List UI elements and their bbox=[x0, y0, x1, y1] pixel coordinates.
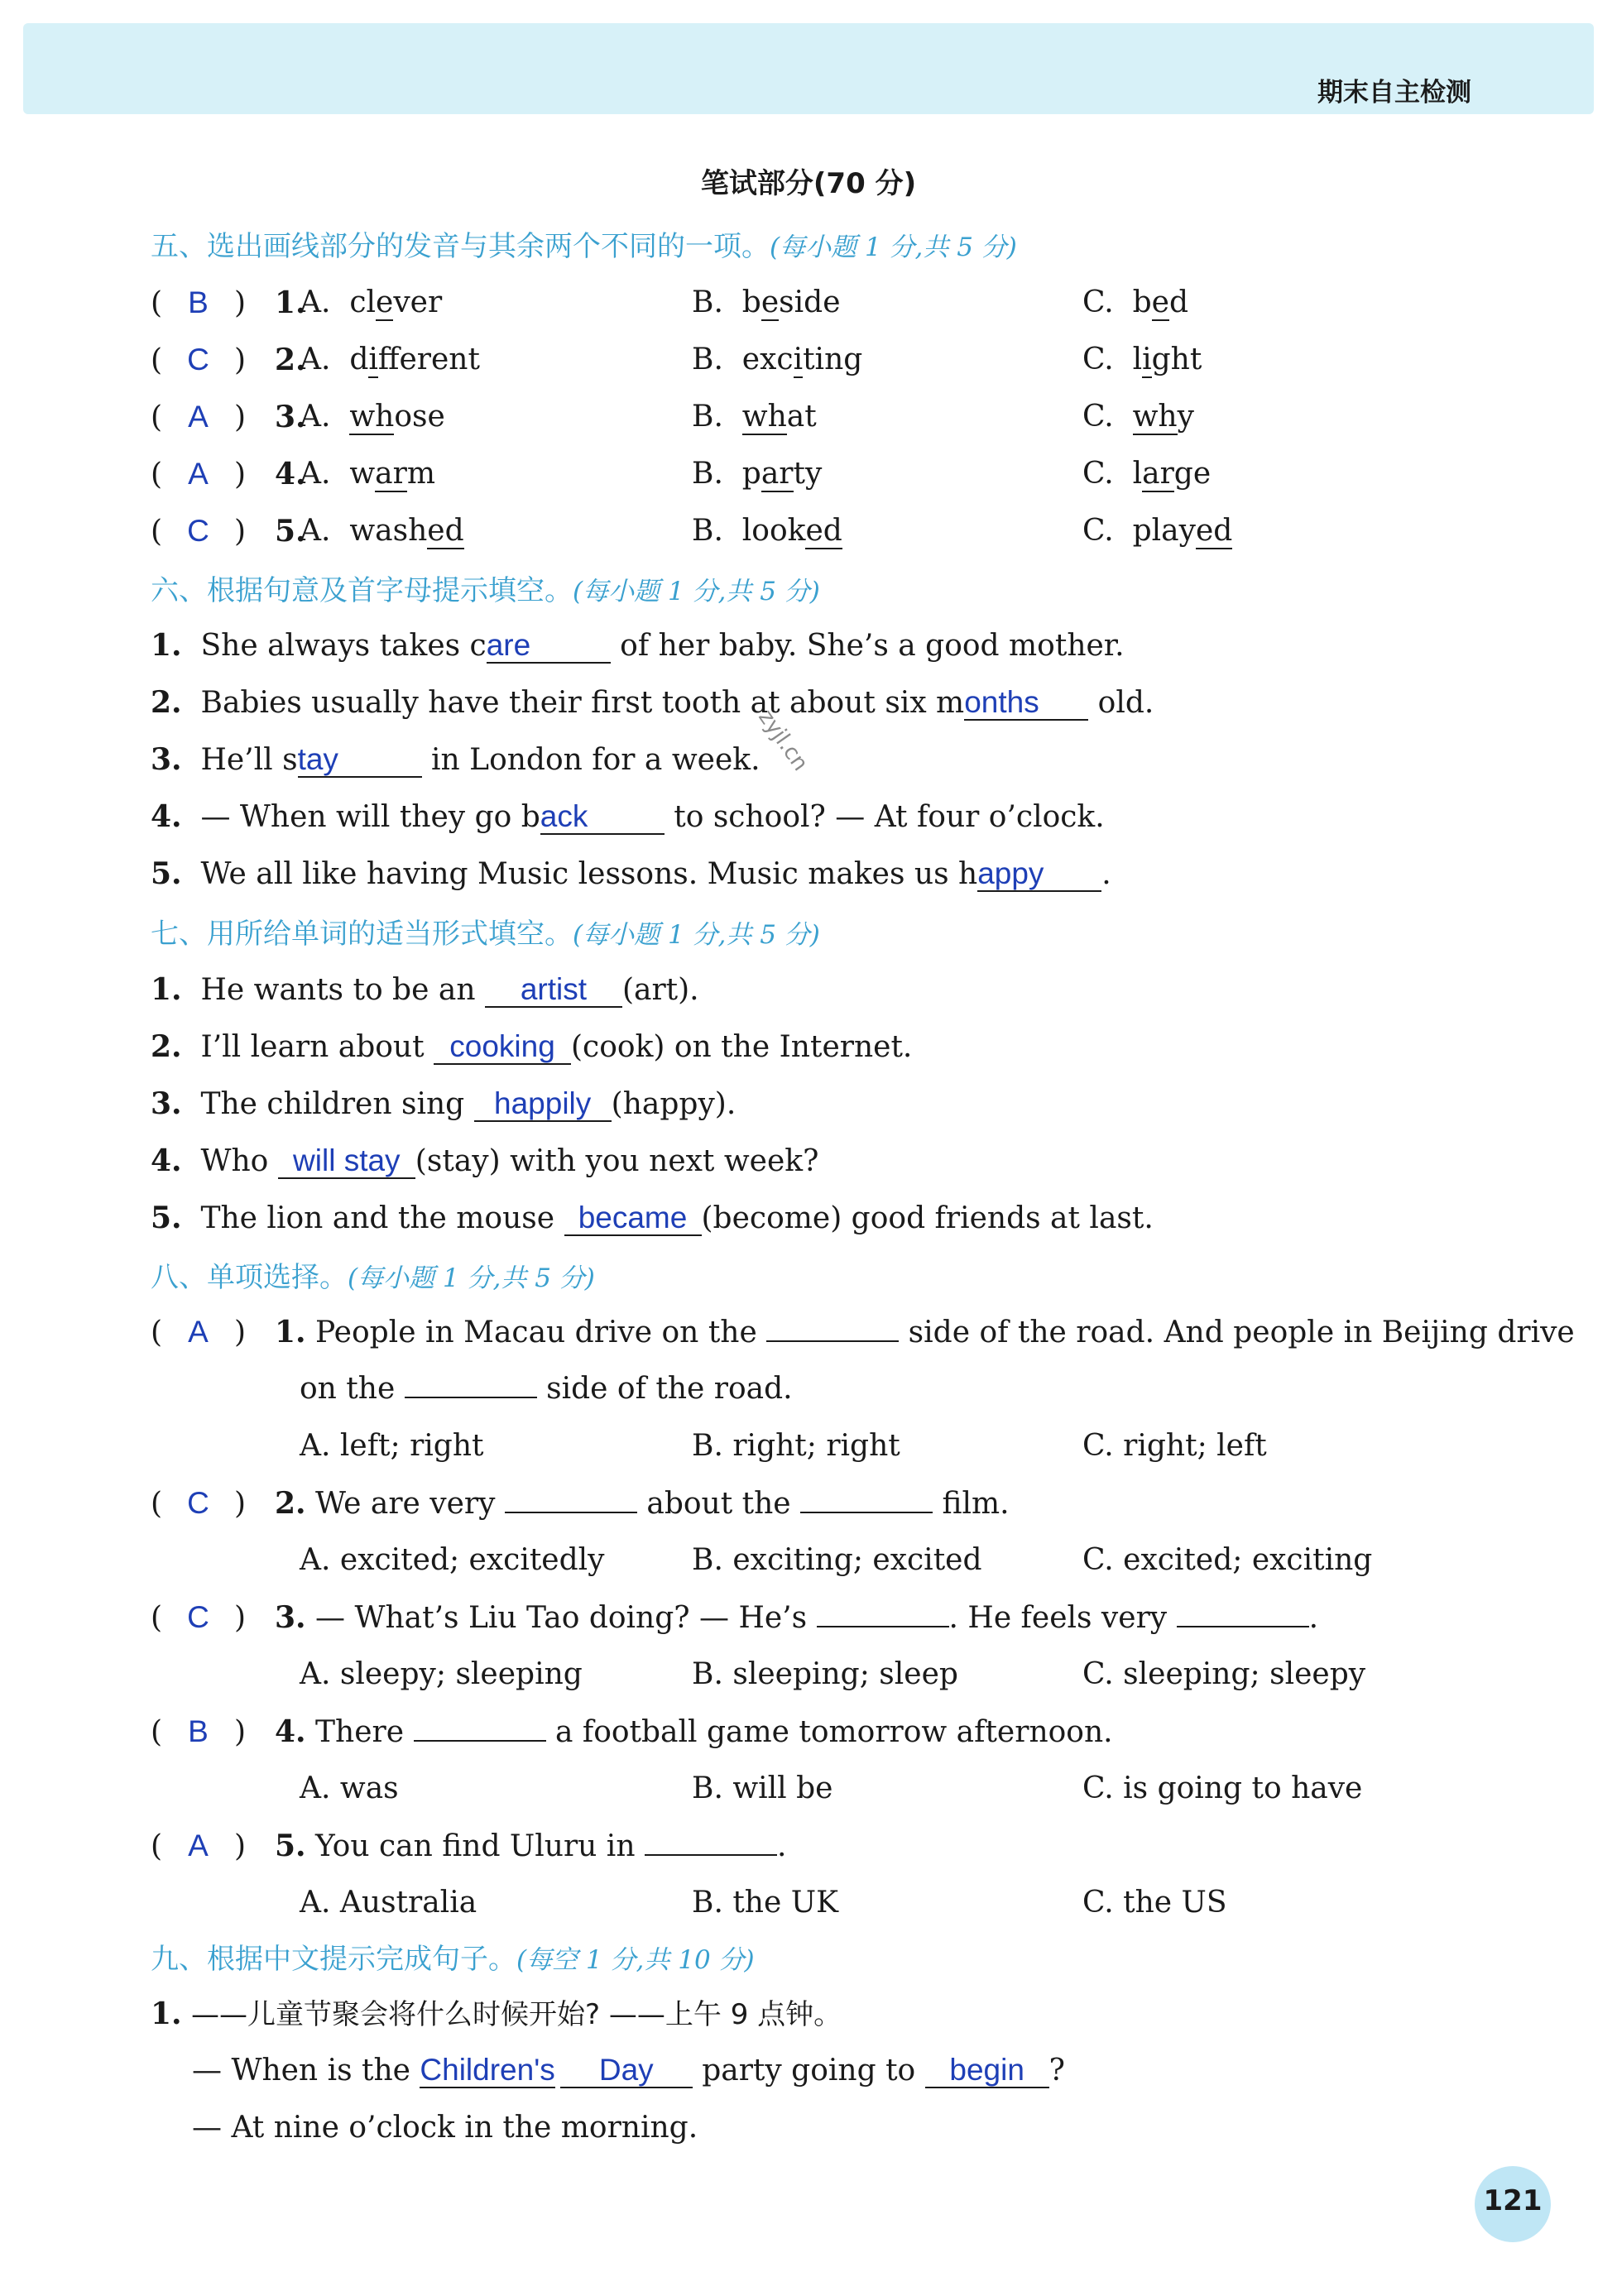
sentence-text: in London for a week. bbox=[421, 743, 761, 777]
question-text: . bbox=[1308, 1601, 1319, 1635]
option-a: A. whose bbox=[300, 400, 445, 434]
option-b: B. looked bbox=[692, 514, 842, 548]
question-number: 2. bbox=[275, 1486, 306, 1521]
s6-question-2 bbox=[151, 683, 1154, 722]
option-c: C. bed bbox=[1082, 285, 1188, 319]
question-number: 1. bbox=[151, 972, 182, 1007]
answer: B bbox=[188, 1714, 209, 1748]
watermark: zyjl.cn bbox=[753, 705, 813, 776]
question-number: 5. bbox=[151, 1201, 182, 1235]
s7-question-2 bbox=[151, 1027, 912, 1067]
answer-blank: artist bbox=[485, 973, 622, 1008]
s5-question-1: ( B ) 1. A. clever B. beside C. bed bbox=[0, 283, 1617, 323]
option-a: A. left; right bbox=[300, 1429, 484, 1463]
question-text: side of the road. bbox=[536, 1372, 793, 1406]
s5-question-4: ( A ) 4. A. warm B. party C. large bbox=[0, 454, 1617, 494]
sentence-text: . bbox=[1101, 857, 1111, 891]
question-text: side of the road. And people in Beijing drive bbox=[899, 1316, 1575, 1349]
answer-blank: appy bbox=[977, 857, 1101, 892]
question-number: 1. bbox=[275, 1315, 306, 1349]
option-c: C. right; left bbox=[1082, 1429, 1267, 1463]
option-a: A. warm bbox=[300, 457, 435, 491]
question-text: about the bbox=[636, 1487, 801, 1521]
s8-q4-options bbox=[0, 1769, 1617, 1809]
option-b: B. the UK bbox=[692, 1886, 838, 1920]
question-number: 3. bbox=[151, 1086, 182, 1121]
blank bbox=[800, 1487, 933, 1513]
option-b: B. right; right bbox=[692, 1429, 900, 1463]
sentence-text: to school? — At four o’clock. bbox=[664, 800, 1105, 834]
answer-blank: happily bbox=[474, 1087, 612, 1122]
option-c: C. light bbox=[1082, 343, 1202, 376]
s7-question-5 bbox=[151, 1198, 1154, 1238]
s8-question-5: ( A ) 5. You can find Uluru in . bbox=[151, 1826, 786, 1866]
chinese-prompt: ——儿童节聚会将什么时候开始? ——上午 9 点钟。 bbox=[191, 1998, 842, 2031]
sentence-text: I’ll learn about bbox=[200, 1030, 434, 1064]
s7-note: (每小题 1 分,共 5 分) bbox=[573, 920, 820, 950]
page-number: 121 bbox=[1483, 2184, 1543, 2217]
answer: C bbox=[187, 1486, 209, 1520]
question-number: 5. bbox=[275, 514, 306, 549]
answer-blank: tay bbox=[298, 743, 422, 778]
sentence-text: We all like having Music lessons. Music makes us h bbox=[200, 857, 978, 891]
s6-note: (每小题 1 分,共 5 分) bbox=[573, 577, 820, 606]
question-text: . He feels very bbox=[948, 1601, 1177, 1635]
question-text: a football game tomorrow afternoon. bbox=[545, 1715, 1113, 1749]
s6-title-text: 六、根据句意及首字母提示填空。 bbox=[151, 574, 573, 607]
s8-question-1-cont bbox=[300, 1369, 793, 1409]
option-c: C. sleeping; sleepy bbox=[1082, 1657, 1366, 1691]
s9-title-text: 九、根据中文提示完成句子。 bbox=[151, 1943, 516, 1976]
blank bbox=[766, 1316, 899, 1342]
question-text: You can find Uluru in bbox=[315, 1829, 645, 1863]
option-b: B. what bbox=[692, 400, 817, 434]
option-b: B. beside bbox=[692, 285, 841, 319]
sentence-text: (happy). bbox=[611, 1087, 737, 1121]
question-number: 1. bbox=[151, 1996, 182, 2031]
s5-note: (每小题 1 分,共 5 分) bbox=[770, 232, 1017, 262]
blank bbox=[817, 1601, 949, 1627]
option-c: C. excited; exciting bbox=[1082, 1543, 1373, 1577]
s7-question-3 bbox=[151, 1084, 736, 1124]
question-number: 5. bbox=[275, 1829, 306, 1863]
answer: A bbox=[188, 1829, 209, 1862]
sentence-text: Who bbox=[200, 1144, 278, 1178]
sentence-text: ? bbox=[1048, 2054, 1065, 2087]
option-b: B. exciting; excited bbox=[692, 1543, 982, 1577]
question-text: We are very bbox=[315, 1487, 505, 1521]
question-number: 3. bbox=[275, 400, 306, 434]
s6-question-3 bbox=[151, 740, 761, 779]
question-number: 2. bbox=[151, 1029, 182, 1064]
option-a: A. excited; excitedly bbox=[300, 1543, 605, 1577]
blank bbox=[1177, 1601, 1309, 1627]
sentence-text: She always takes c bbox=[200, 629, 487, 663]
answer-blank: Children's bbox=[420, 2053, 555, 2087]
s9-question-1-reply: — At nine o’clock in the morning. bbox=[192, 2111, 698, 2145]
question-number: 3. bbox=[151, 742, 182, 777]
s7-question-4 bbox=[151, 1141, 818, 1181]
answer-blank: onths bbox=[964, 686, 1088, 721]
question-number: 4. bbox=[275, 457, 306, 491]
s5-question-2: ( C ) 2. A. different B. exciting C. light bbox=[0, 340, 1617, 380]
sentence-text: old. bbox=[1088, 686, 1154, 720]
s7-title bbox=[151, 911, 820, 951]
sentence-text: (become) good friends at last. bbox=[701, 1201, 1154, 1235]
s9-title bbox=[151, 1936, 755, 1977]
s6-question-1 bbox=[151, 626, 1125, 665]
option-a: A. Australia bbox=[300, 1886, 477, 1920]
option-c: C. why bbox=[1082, 400, 1194, 434]
question-text: People in Macau drive on the bbox=[315, 1316, 767, 1349]
s8-title-text: 八、单项选择。 bbox=[151, 1261, 348, 1294]
section-title: 笔试部分(70 分) bbox=[700, 167, 917, 200]
s8-q1-options bbox=[0, 1426, 1617, 1466]
option-b: B. exciting bbox=[692, 343, 863, 376]
answer: C bbox=[187, 343, 209, 376]
option-b: B. sleeping; sleep bbox=[692, 1657, 958, 1691]
question-text: . bbox=[776, 1829, 787, 1863]
s7-question-1 bbox=[151, 970, 699, 1009]
question-text: film. bbox=[933, 1487, 1010, 1521]
header-title: 期末自主检测 bbox=[1317, 78, 1471, 108]
s6-question-5 bbox=[151, 854, 1111, 894]
sentence-text: Babies usually have their first tooth at about six m bbox=[200, 686, 965, 720]
question-number: 4. bbox=[275, 1714, 306, 1749]
option-b: B. party bbox=[692, 457, 823, 491]
s8-title bbox=[151, 1254, 595, 1295]
option-a: A. different bbox=[300, 343, 480, 376]
answer: C bbox=[187, 514, 209, 548]
s6-question-4 bbox=[151, 797, 1105, 836]
sentence-text: He wants to be an bbox=[200, 973, 485, 1007]
blank bbox=[405, 1372, 537, 1398]
option-a: A. was bbox=[300, 1771, 399, 1805]
answer-blank: are bbox=[487, 629, 611, 664]
answer: A bbox=[188, 400, 209, 434]
sentence-text: The children sing bbox=[200, 1087, 474, 1121]
sentence-text: He’ll s bbox=[200, 743, 298, 777]
s9-note: (每空 1 分,共 10 分) bbox=[516, 1945, 755, 1975]
answer-blank: will stay bbox=[278, 1144, 415, 1179]
s9-question-1-sentence bbox=[192, 2051, 1065, 2091]
blank bbox=[505, 1487, 637, 1513]
s8-q2-options bbox=[0, 1541, 1617, 1580]
s8-question-2: ( C ) 2. We are very about the film. bbox=[151, 1484, 1010, 1523]
question-number: 4. bbox=[151, 1143, 182, 1178]
answer-blank: cooking bbox=[434, 1030, 571, 1065]
sentence-text: (art). bbox=[621, 973, 699, 1007]
s9-question-1 bbox=[151, 1994, 842, 2034]
question-number: 4. bbox=[151, 799, 182, 834]
s5-title bbox=[151, 223, 1017, 264]
option-a: A. sleepy; sleeping bbox=[300, 1657, 583, 1691]
s5-title-text: 五、选出画线部分的发音与其余两个不同的一项。 bbox=[151, 230, 770, 263]
option-c: C. played bbox=[1082, 514, 1233, 548]
question-number: 2. bbox=[275, 343, 306, 377]
question-number: 5. bbox=[151, 856, 182, 891]
option-a: A. clever bbox=[300, 285, 443, 319]
sentence-text: (stay) with you next week? bbox=[415, 1144, 819, 1178]
blank bbox=[414, 1715, 546, 1742]
s8-question-1: ( A ) 1. People in Macau drive on the side of the road. And people in Beijing drive bbox=[151, 1312, 1575, 1352]
answer-blank: Day bbox=[560, 2054, 693, 2088]
answer-blank: begin bbox=[925, 2054, 1049, 2088]
s8-question-4: ( B ) 4. There a football game tomorrow afternoon. bbox=[151, 1712, 1113, 1752]
question-number: 1. bbox=[151, 628, 182, 663]
s8-question-3: ( C ) 3. — What’s Liu Tao doing? — He’s . He feels very . bbox=[151, 1598, 1318, 1637]
answer: C bbox=[187, 1600, 209, 1634]
answer-blank: ack bbox=[540, 800, 665, 835]
s8-q3-options bbox=[0, 1655, 1617, 1694]
sentence-text: — When is the bbox=[192, 2054, 420, 2087]
question-number: 2. bbox=[151, 685, 182, 720]
s8-note: (每小题 1 分,共 5 分) bbox=[348, 1263, 595, 1293]
answer: B bbox=[188, 285, 209, 319]
question-text: There bbox=[315, 1715, 414, 1749]
option-c: C. is going to have bbox=[1082, 1771, 1363, 1805]
question-text: — What’s Liu Tao doing? — He’s bbox=[315, 1601, 817, 1635]
sentence-text: of her baby. She’s a good mother. bbox=[610, 629, 1125, 663]
s6-title bbox=[151, 568, 820, 608]
s5-question-5: ( C ) 5. A. washed B. looked C. played bbox=[0, 511, 1617, 551]
sentence-text: party going to bbox=[692, 2054, 925, 2087]
s5-question-3: ( A ) 3. A. whose B. what C. why bbox=[0, 397, 1617, 437]
sentence-text: (cook) on the Internet. bbox=[571, 1030, 913, 1064]
option-a: A. washed bbox=[300, 514, 464, 548]
s7-title-text: 七、用所给单词的适当形式填空。 bbox=[151, 918, 573, 951]
answer-blank: became bbox=[564, 1201, 702, 1236]
question-number: 1. bbox=[275, 285, 306, 320]
s8-q5-options bbox=[0, 1883, 1617, 1923]
option-b: B. will be bbox=[692, 1771, 833, 1805]
question-number: 3. bbox=[275, 1600, 306, 1635]
sentence-text: The lion and the mouse bbox=[200, 1201, 564, 1235]
answer: A bbox=[188, 1315, 209, 1349]
option-c: C. large bbox=[1082, 457, 1212, 491]
blank bbox=[645, 1829, 777, 1856]
option-c: C. the US bbox=[1082, 1886, 1227, 1920]
answer: A bbox=[188, 457, 209, 491]
sentence-text: — When will they go b bbox=[200, 800, 540, 834]
question-text: on the bbox=[300, 1372, 405, 1406]
